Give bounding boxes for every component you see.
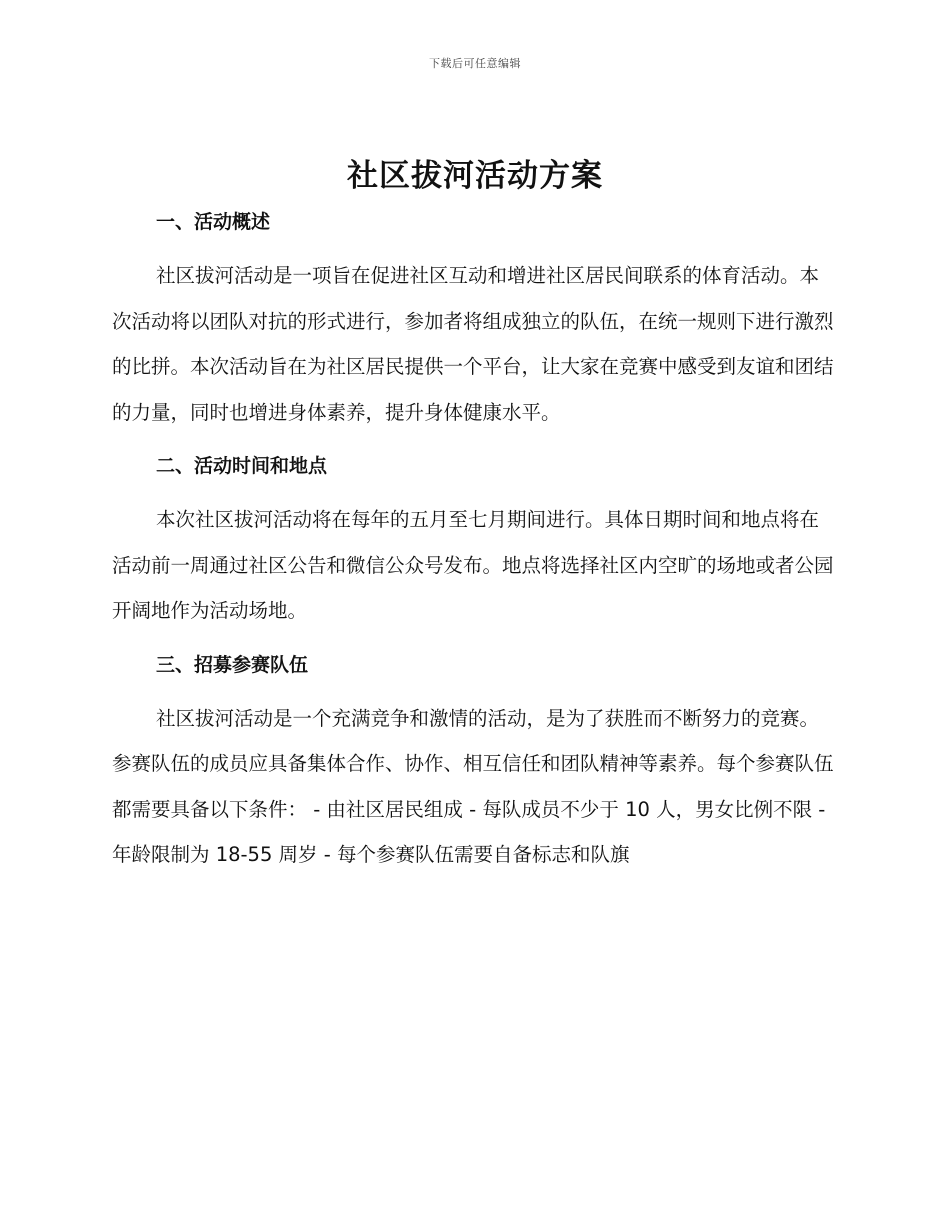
- page-title: 社区拔河活动方案: [347, 158, 603, 194]
- section-heading: 三、招募参赛队伍: [156, 653, 309, 676]
- section-overview: [112, 205, 834, 435]
- section-heading: 二、活动时间和地点: [156, 455, 328, 477]
- section-heading: 一、活动概述: [156, 211, 271, 233]
- header-note: 下载后可任意编辑: [429, 57, 521, 70]
- document-body: [112, 205, 834, 892]
- section-paragraph: 社区拔河活动是一个充满竞争和激情的活动，是为了获胜而不断努力的竞赛。参赛队伍的成员应具备集体合作、协作、相互信任和团队精神等素养。每个参赛队伍都需要具备以下条件： - 由社区居民组成 - 每队成员不少于 10 人，男女比例不限 - 年龄限制为 18-55 周岁 - 每个参赛队伍需要自备标志和队旗: [112, 706, 834, 866]
- section-team-recruitment: [112, 648, 834, 878]
- section-paragraph: 本次社区拔河活动将在每年的五月至七月期间进行。具体日期时间和地点将在活动前一周通过社区公告和微信公众号发布。地点将选择社区内空旷的场地或者公园开阔地作为活动场地。: [112, 508, 834, 622]
- section-time-location: [112, 449, 834, 634]
- section-paragraph: 社区拔河活动是一项旨在促进社区互动和增进社区居民间联系的体育活动。本次活动将以团队对抗的形式进行，参加者将组成独立的队伍，在统一规则下进行激烈的比拼。本次活动旨在为社区居民提供一个平台，让大家在竞赛中感受到友谊和团结的力量，同时也增进身体素养，提升身体健康水平。: [112, 264, 834, 424]
